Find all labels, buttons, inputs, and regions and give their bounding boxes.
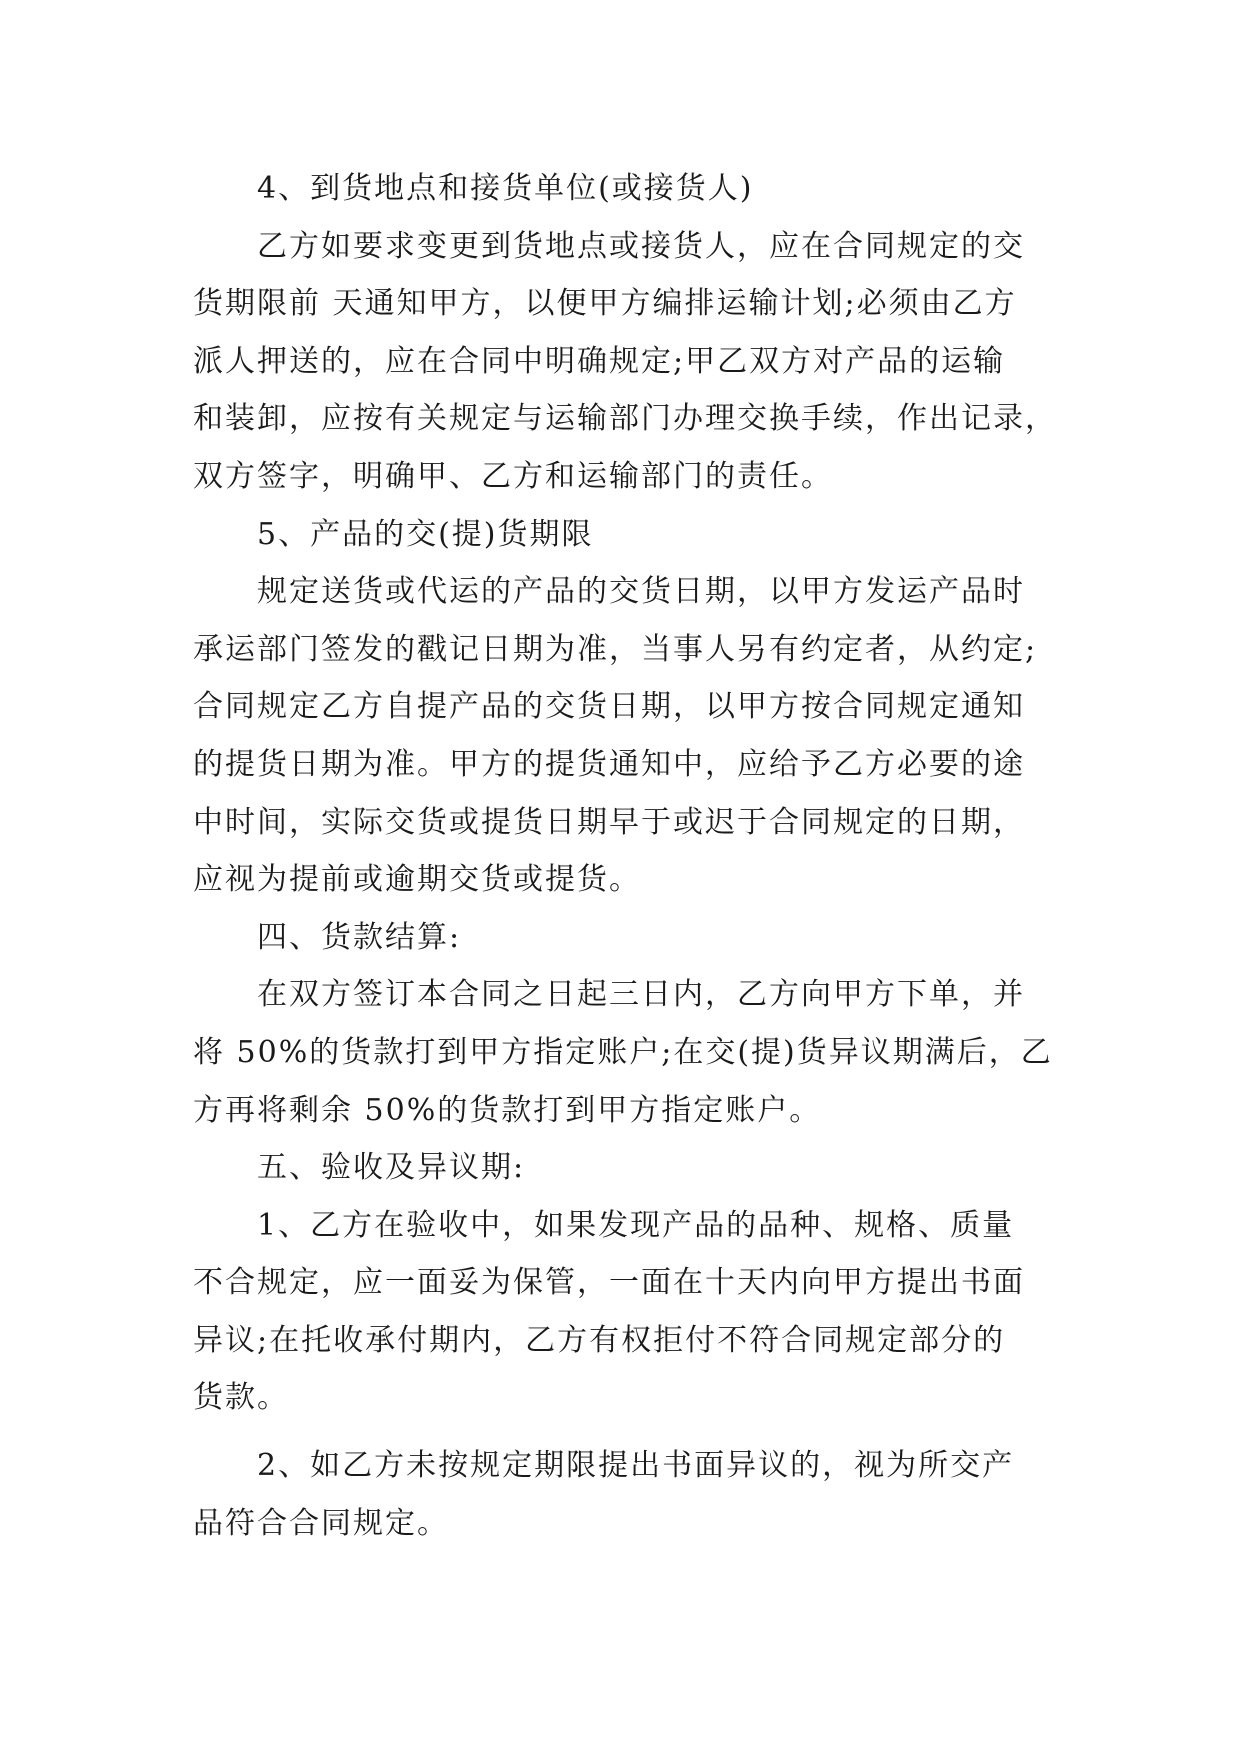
text-line: 5、产品的交(提)货期限 [257,516,594,552]
text-line: 派人押送的，应在合同中明确规定;甲乙双方对产品的运输 [193,343,1006,379]
text-line: 双方签字，明确甲、乙方和运输部门的责任。 [193,458,833,494]
text-line: 1、乙方在验收中，如果发现产品的品种、规格、质量 [257,1207,1015,1243]
text-line: 方再将剩余 50%的货款打到甲方指定账户。 [193,1092,822,1128]
text-line: 品符合合同规定。 [193,1505,449,1541]
text-line: 合同规定乙方自提产品的交货日期，以甲方按合同规定通知 [193,689,1025,725]
text-line: 异议;在托收承付期内，乙方有权拒付不符合同规定部分的 [193,1322,1006,1358]
document-body [193,160,1063,1552]
text-line: 货款。 [193,1380,289,1416]
text-line: 在双方签订本合同之日起三日内，乙方向甲方下单，并 [257,977,1025,1013]
text-line: 中时间，实际交货或提货日期早于或迟于合同规定的日期， [193,804,1025,840]
text-line: 4、到货地点和接货单位(或接货人) [257,171,754,206]
text-line: 2、如乙方未按规定期限提出书面异议的，视为所交产 [257,1448,1015,1484]
text-line: 规定送货或代运的产品的交货日期，以甲方发运产品时 [257,574,1025,610]
text-line: 五、验收及异议期: [257,1150,526,1186]
text-line: 不合规定，应一面妥为保管，一面在十天内向甲方提出书面 [193,1265,1025,1301]
text-line: 将 50%的货款打到甲方指定账户;在交(提)货异议期满后，乙 [193,1034,1053,1070]
text-line: 货期限前 天通知甲方，以便甲方编排运输计划;必须由乙方 [193,286,1017,322]
text-line: 和装卸，应按有关规定与运输部门办理交换手续，作出记录， [193,401,1057,437]
text-line: 乙方如要求变更到货地点或接货人，应在合同规定的交 [257,228,1025,264]
text-line: 应视为提前或逾期交货或提货。 [193,862,641,898]
text-line: 的提货日期为准。甲方的提货通知中，应给予乙方必要的途 [193,746,1025,782]
text-line: 承运部门签发的戳记日期为准，当事人另有约定者，从约定; [193,631,1038,667]
text-line: 四、货款结算: [257,919,462,955]
